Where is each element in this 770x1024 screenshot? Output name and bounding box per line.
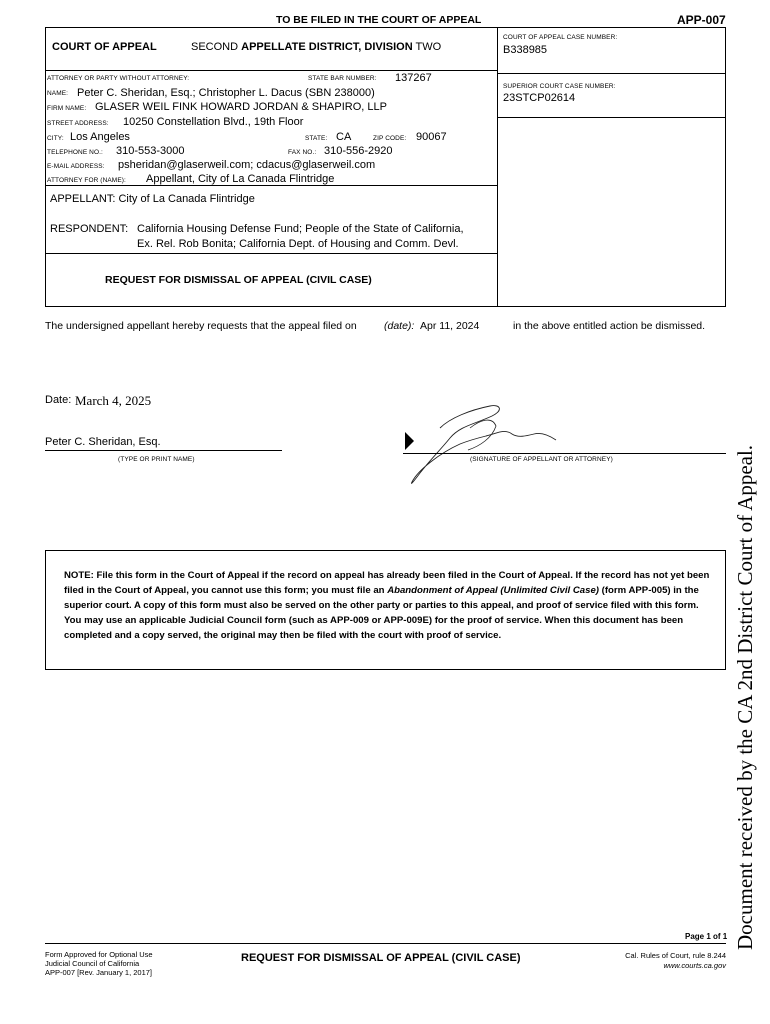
case-number-label: COURT OF APPEAL CASE NUMBER:	[503, 34, 618, 41]
signature-line	[403, 453, 726, 454]
request-text-end: in the above entitled action be dismissed.	[513, 320, 706, 332]
signing-date: March 4, 2025	[75, 393, 152, 408]
printed-name: Peter C. Sheridan, Esq.	[45, 436, 161, 448]
street-address: 10250 Constellation Blvd., 19th Floor	[123, 116, 304, 128]
request-text: The undersigned appellant hereby requests that the appeal filed on	[45, 320, 357, 332]
approved-line-3: APP-007 [Rev. January 1, 2017]	[45, 968, 153, 977]
footer-website[interactable]: www.courts.ca.gov	[663, 961, 726, 970]
page-number: Page 1 of 1	[685, 932, 728, 941]
case-number: B338985	[503, 44, 548, 56]
name-label: NAME:	[47, 90, 69, 97]
caption-divider	[497, 27, 498, 307]
respondent-line-2: Ex. Rel. Rob Bonita; California Dept. of Housing and Comm. Devl.	[137, 238, 459, 250]
district-prefix: SECOND	[191, 41, 239, 53]
filing-instruction: TO BE FILED IN THE COURT OF APPEAL	[276, 14, 482, 26]
district-line	[191, 41, 441, 53]
division-value: TWO	[415, 41, 442, 53]
note-text	[64, 568, 716, 643]
street-label: STREET ADDRESS:	[47, 120, 109, 127]
note-italic: Abandonment of Appeal (Unlimited Civil Case)	[387, 585, 599, 596]
bar-number: 137267	[395, 72, 432, 84]
firm-name: GLASER WEIL FINK HOWARD JORDAN & SHAPIRO, LLP	[95, 101, 387, 113]
fax-number: 310-556-2920	[324, 145, 393, 157]
attorney-header-label: ATTORNEY OR PARTY WITHOUT ATTORNEY:	[47, 75, 190, 82]
attorney-for-label: ATTORNEY FOR (NAME):	[47, 177, 126, 184]
zip-code: 90067	[416, 131, 447, 143]
footer-approval	[45, 950, 153, 977]
note-lead: NOTE: File this form in the Court of Appeal if the record on appeal has already been filed in the Court of Appeal. If the record has not yet been filed in the Court of Appeal, you cannot use this form; you must file an	[64, 570, 710, 596]
telephone: 310-553-3000	[116, 145, 185, 157]
appellant-line	[50, 193, 255, 205]
court-received-stamp: Document received by the CA 2nd District Court of Appeal.	[733, 444, 757, 950]
form-title: REQUEST FOR DISMISSAL OF APPEAL (CIVIL CASE)	[105, 274, 372, 286]
state: CA	[336, 131, 352, 143]
district-label: APPELLATE DISTRICT, DIVISION	[241, 41, 413, 53]
signature-graphic	[400, 398, 580, 493]
state-label: STATE:	[305, 135, 328, 142]
attorney-for: Appellant, City of La Canada Flintridge	[146, 173, 335, 185]
phone-label: TELEPHONE NO.:	[47, 149, 103, 156]
court-label: COURT OF APPEAL	[52, 41, 157, 53]
footer-title: REQUEST FOR DISMISSAL OF APPEAL (CIVIL CASE)	[241, 952, 521, 964]
appellant-name: City of La Canada Flintridge	[118, 193, 255, 205]
city: Los Angeles	[70, 131, 130, 143]
footer-rules: Cal. Rules of Court, rule 8.244	[625, 951, 726, 960]
approved-line-1: Form Approved for Optional Use	[45, 950, 153, 959]
attorney-name: Peter C. Sheridan, Esq.; Christopher L. Dacus (SBN 238000)	[77, 87, 375, 99]
email: psheridan@glaserweil.com; cdacus@glaserweil.com	[118, 159, 376, 171]
footer-rule	[45, 943, 726, 944]
form-number: APP-007	[677, 13, 726, 27]
fax-label: FAX NO.:	[288, 149, 317, 156]
superior-case-number: 23STCP02614	[503, 92, 576, 104]
respondent-line-1: California Housing Defense Fund; People of the State of California,	[137, 223, 464, 235]
type-or-print-label: (TYPE OR PRINT NAME)	[118, 456, 195, 463]
respondent-label: RESPONDENT:	[50, 223, 129, 235]
approved-line-2: Judicial Council of California	[45, 959, 140, 968]
signing-date-label: Date:	[45, 394, 72, 406]
bar-number-label: STATE BAR NUMBER:	[308, 75, 377, 82]
superior-case-label: SUPERIOR COURT CASE NUMBER:	[503, 83, 616, 90]
email-label: E-MAIL ADDRESS:	[47, 163, 105, 170]
appeal-filed-date: Apr 11, 2024	[420, 320, 480, 332]
request-date-label: (date):	[384, 320, 415, 332]
zip-label: ZIP CODE:	[373, 135, 407, 142]
appellant-label: APPELLANT:	[50, 193, 116, 205]
firm-label: FIRM NAME:	[47, 105, 87, 112]
note-rest: (form APP-005) in the superior court. A copy of this form must also be served on the other party or parties to this appeal, and proof of service filed with this form. You may use an applicable Judicial Council form (such as APP-009 or APP-009E) for the proof of service. When this document has been completed and a copy served, the original may then be filed with the court with proof of service.	[64, 585, 699, 641]
city-label: CITY:	[47, 135, 64, 142]
signature-label: (SIGNATURE OF APPELLANT OR ATTORNEY)	[470, 456, 613, 463]
printed-name-line	[45, 450, 282, 451]
